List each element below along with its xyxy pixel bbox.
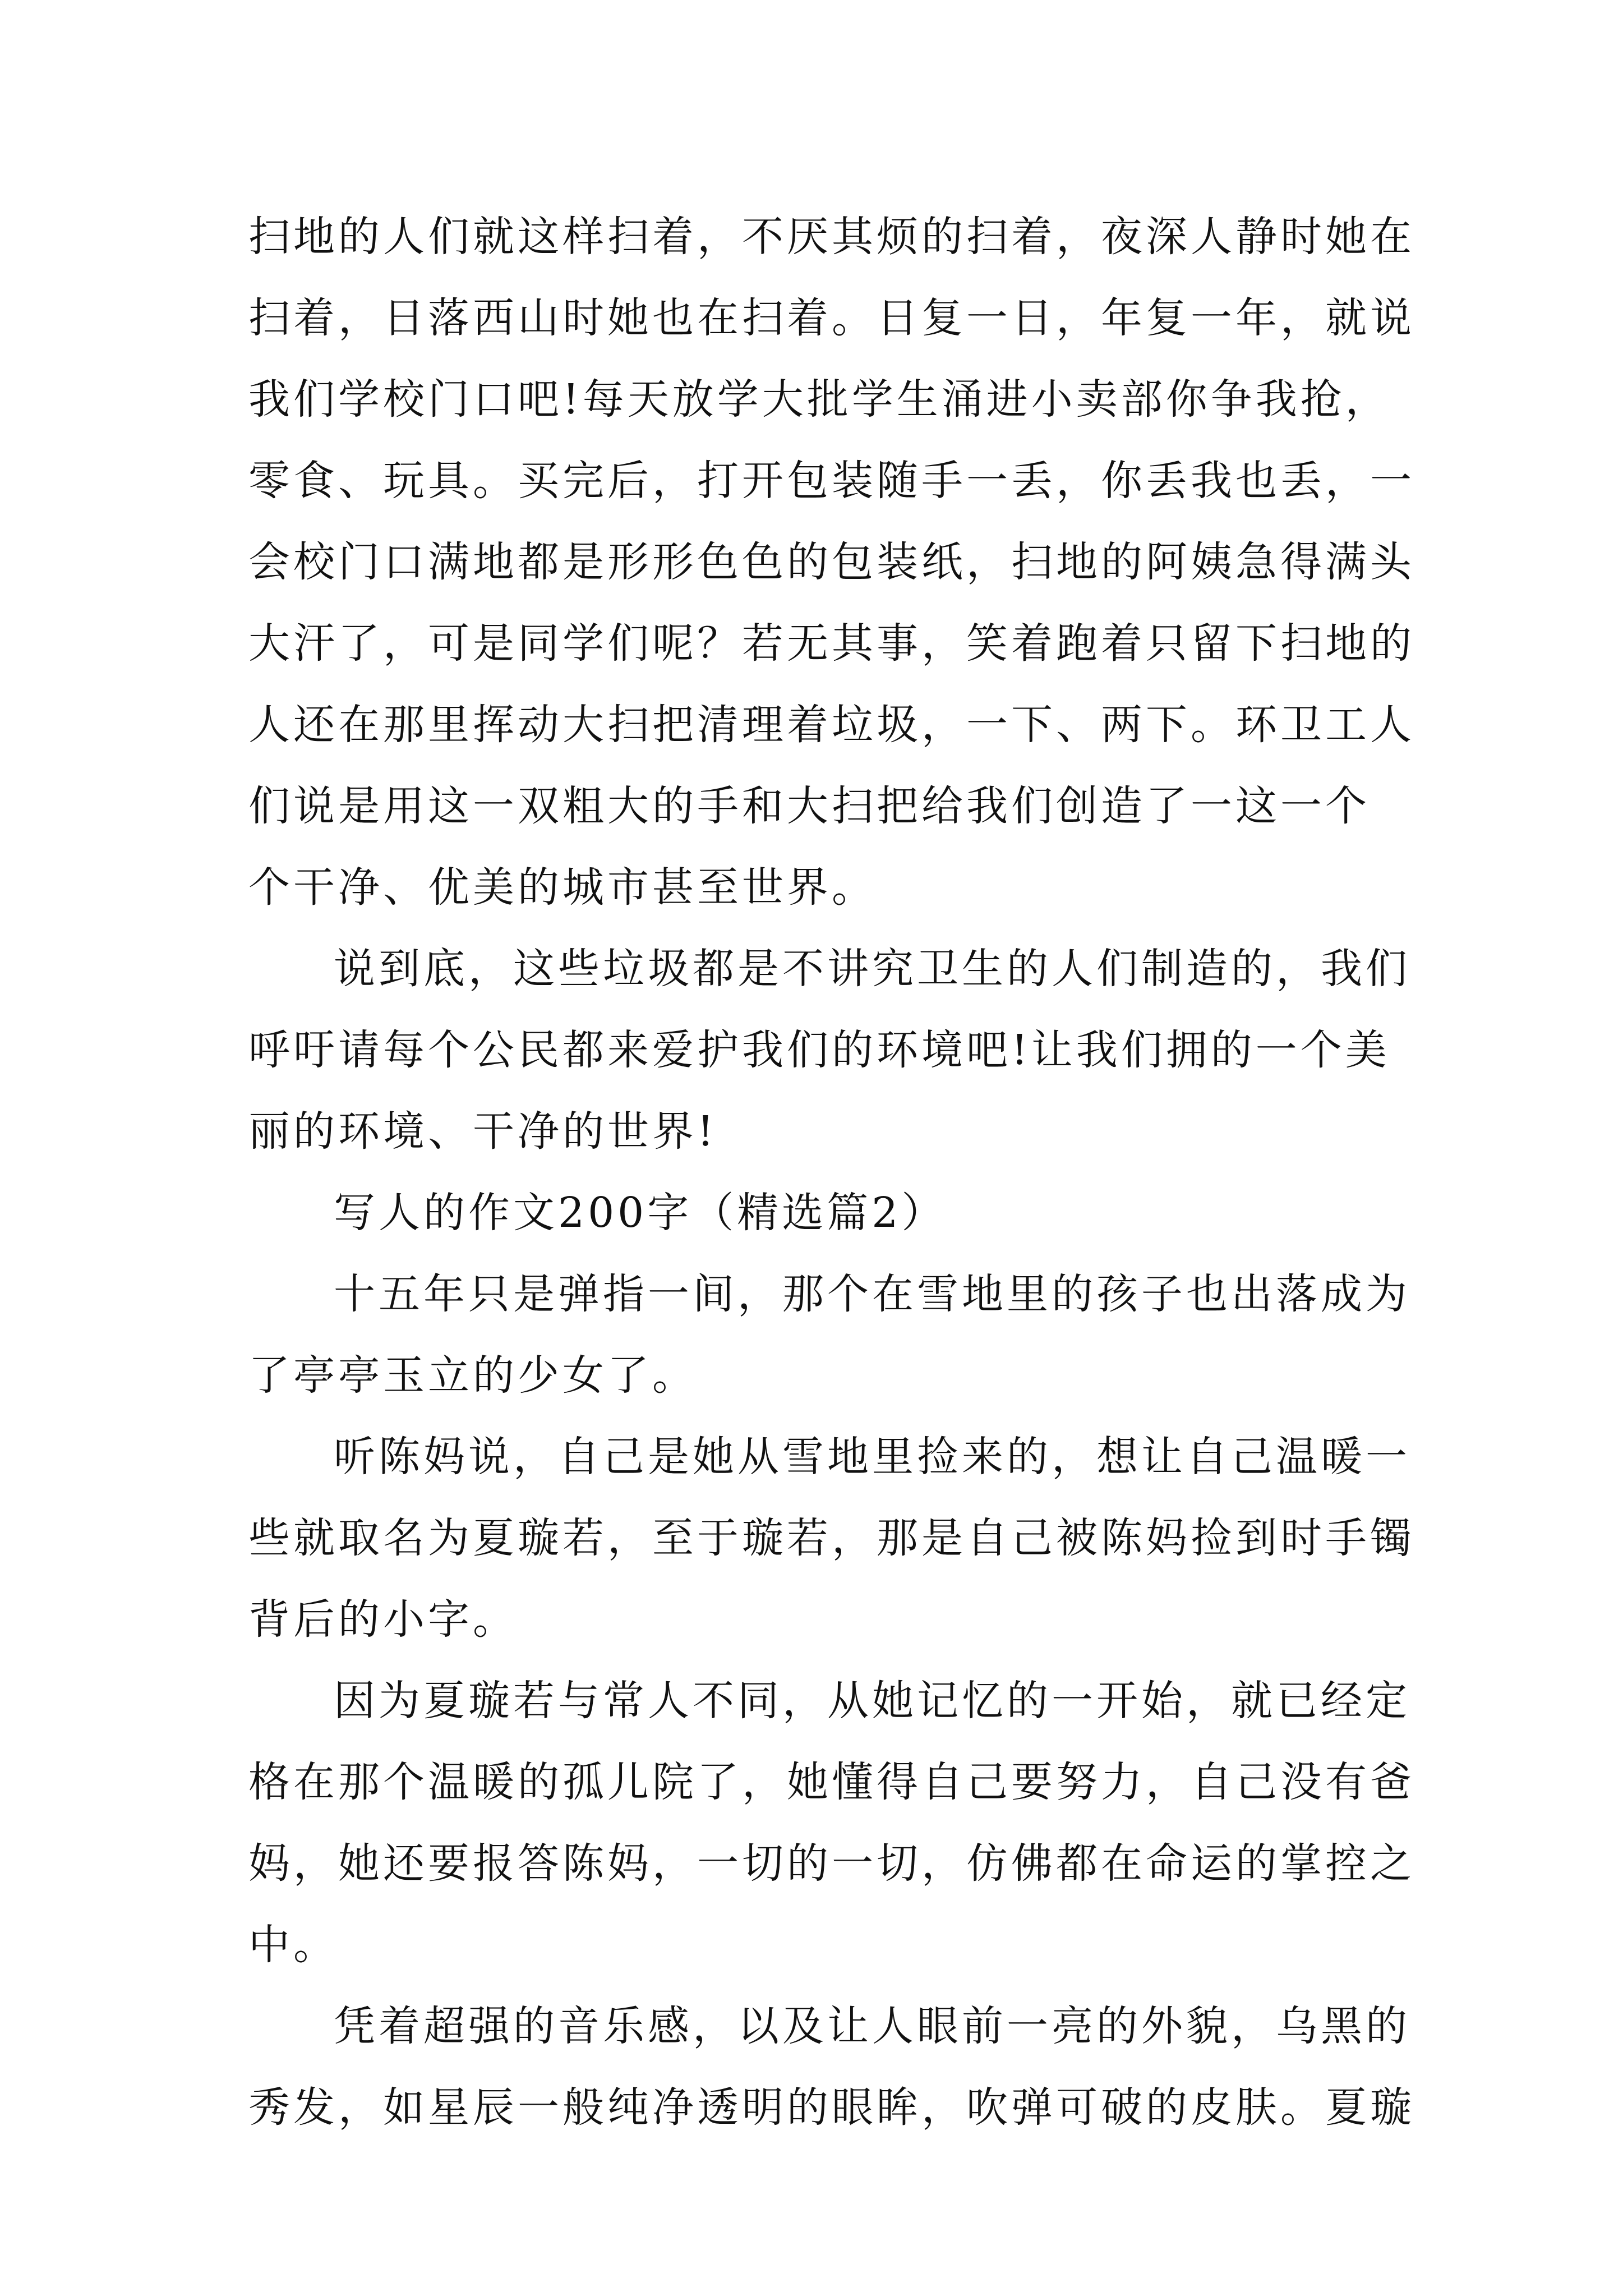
text-line: 十五年只是弹指一间，那个在雪地里的孩子也出落成为 (334, 1270, 1410, 1318)
text-line: 们说是用这一双粗大的手和大扫把给我们创造了一这一个 (248, 782, 1370, 830)
text-line: 零食、玩具。买完后，打开包装随手一丢，你丢我也丢，一 (248, 457, 1415, 505)
text-line: 大汗了，可是同学们呢？若无其事，笑着跑着只留下扫地的 (248, 619, 1415, 668)
text-line: 了亭亭玉立的少女了。 (248, 1351, 697, 1400)
text-line: 妈，她还要报答陈妈，一切的一切，仿佛都在命运的掌控之 (248, 1839, 1415, 1888)
text-line: 秀发，如星辰一般纯净透明的眼眸，吹弹可破的皮肤。夏璇 (248, 2083, 1415, 2132)
text-line: 扫地的人们就这样扫着，不厌其烦的扫着，夜深人静时她在 (248, 213, 1415, 261)
text-line: 背后的小字。 (248, 1595, 518, 1644)
text-line: 丽的环境、干净的世界! (248, 1107, 717, 1156)
text-line: 中。 (248, 1921, 338, 1969)
text-line: 格在那个温暖的孤儿院了，她懂得自己要努力，自己没有爸 (248, 1758, 1415, 1806)
text-line: 因为夏璇若与常人不同，从她记忆的一开始，就已经定 (334, 1677, 1410, 1725)
document-body (248, 196, 1415, 2148)
text-line: 呼吁请每个公民都来爱护我们的环境吧!让我们拥的一个美 (248, 1026, 1390, 1074)
text-line: 听陈妈说，自己是她从雪地里捡来的，想让自己温暖一 (334, 1433, 1410, 1481)
text-line: 凭着超强的音乐感，以及让人眼前一亮的外貌，乌黑的 (334, 2002, 1410, 2050)
text-line: 会校门口满地都是形形色色的包装纸，扫地的阿姨急得满头 (248, 538, 1415, 586)
text-line: 人还在那里挥动大扫把清理着垃圾，一下、两下。环卫工人 (248, 701, 1415, 749)
text-line: 写人的作文200字（精选篇2） (334, 1189, 947, 1237)
text-line: 我们学校门口吧!每天放学大批学生涌进小卖部你争我抢， (248, 375, 1390, 424)
text-line: 说到底，这些垃圾都是不讲究卫生的人们制造的，我们 (334, 945, 1410, 993)
text-line: 些就取名为夏璇若，至于璇若，那是自己被陈妈捡到时手镯 (248, 1514, 1415, 1562)
text-line: 个干净、优美的城市甚至世界。 (248, 863, 877, 912)
text-line: 扫着，日落西山时她也在扫着。日复一日，年复一年，就说 (248, 294, 1415, 342)
